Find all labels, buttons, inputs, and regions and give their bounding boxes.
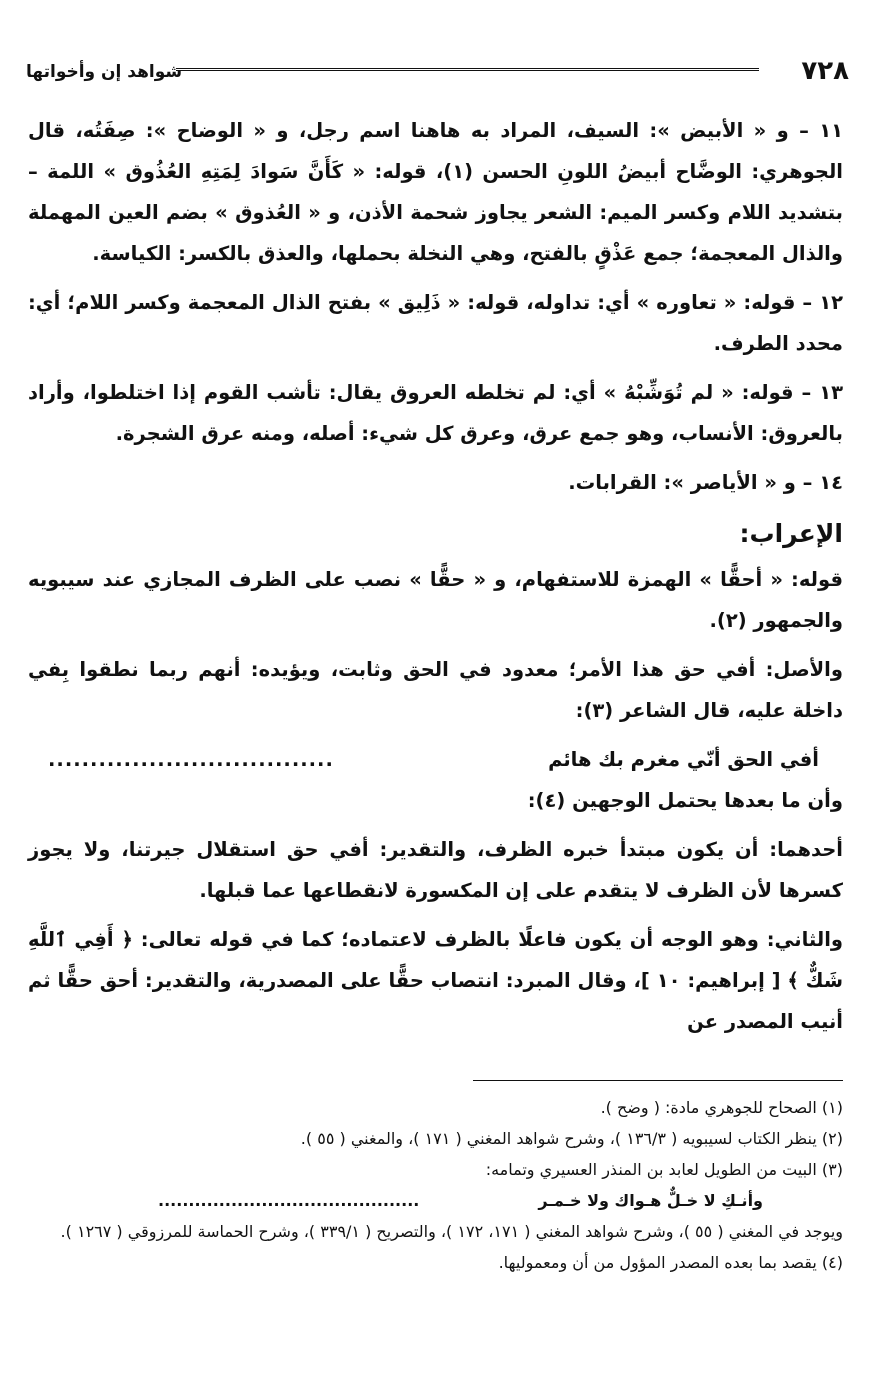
footnote-4: (٤) يقصد بما بعده المصدر المؤول من أن ومعموليها. [498,1253,843,1272]
page-number: ٧٢٨ [801,56,849,86]
footnote-2: (٢) ينظر الكتاب لسيبويه ( ١٣٦/٣ )، وشرح شواهد المغني ( ١٧١ )، والمغني ( ٥٥ ). [300,1129,843,1148]
irab-paragraph-5: والثاني: وهو الوجه أن يكون فاعلًا بالظرف لاعتماده؛ كما في قوله تعالى: ﴿ أَفِي ٱللَّهِ شَكٌّ ﴾ [ إبراهيم: ١٠ ]، وقال المبرد: انتصاب حقًّا على المصدرية، والتقدير: أحق حقًّا ثم أنيب المصدر عن [28,928,844,1033]
verse-dots: .................................. [48,748,334,771]
footnote-verse-text: وأنـكِ لا خـلٌّ هـواك ولا خـمـر [538,1191,763,1210]
irab-paragraph-2: والأصل: أفي حق هذا الأمر؛ معدود في الحق وثابت، ويؤيده: أنهم ربما نطقوا بِفي داخلة عليه، قال الشاعر (٣): [28,658,843,722]
footnote-3: (٣) البيت من الطويل لعابد بن المنذر العسيري وتمامه: [485,1160,843,1179]
paragraph-11: ١١ – و « الأبيض »: السيف، المراد به هاهنا اسم رجل، و « الوضاح »: صِفَتُه، قال الجوهري: الوضَّاح أبيضُ اللونِ الحسن (١)، قوله: « كَأَنَّ سَوادَ لِمَتِهِ العُذُوق » اللمة – بتشديد اللام وكسر الميم: الشعر يجاوز شحمة الأذن، و « العُذوق » بضم العين المهملة والذال المعجمة؛ جمع عَذْقٍ بالفتح، وهي النخلة بحملها، والعذق بالكسر: الكياسة. [28,119,843,265]
main-text [28,110,843,1050]
footnote-1: (١) الصحاح للجوهري مادة: ( وضح ). [600,1098,843,1117]
poetry-verse [28,739,843,780]
footnote-3-continued: ويوجد في المغني ( ٥٥ )، وشرح شواهد المغني ( ١٧١، ١٧٢ )، والتصريح ( ٣٣٩/١ )، وشرح الحماسة للمرزوقي ( ١٢٦٧ ). [60,1222,843,1241]
paragraph-13: ١٣ – قوله: « لم تُوَشِّبْهُ » أي: لم تخلطه العروق يقال: تأشب القوم إذا اختلطوا، وأراد بالعروق: الأنساب، وهو جمع عرق، وعرق كل شيء: أصله، ومنه عرق الشجرة. [28,381,843,445]
irab-paragraph-1: قوله: « أحقًّا » الهمزة للاستفهام، و « حقًّا » نصب على الظرف المجازي عند سيبويه والجمهور (٢). [28,568,843,632]
footnotes [28,1092,843,1278]
header-rule [176,68,759,74]
paragraph-12: ١٢ – قوله: « تعاوره » أي: تداوله، قوله: « ذَلِيق » بفتح الذال المعجمة وكسر اللام؛ أي: محدد الطرف. [28,291,843,355]
irab-paragraph-4: أحدهما: أن يكون مبتدأ خبره الظرف، والتقدير: أفي حق استقلال جيرتنا، ولا يجوز كسرها لأن الظرف لا يتقدم على إن المكسورة لانقطاعها عما قبلها. [28,838,843,902]
verse-first-hemistich: أفي الحق أنّي مغرم بك هائم [548,748,819,771]
footnote-rule [473,1080,843,1081]
irab-paragraph-3: وأن ما بعدها يحتمل الوجهين (٤): [527,789,843,812]
paragraph-14: ١٤ – و « الأياصر »: القرابات. [568,471,843,494]
page-header [26,56,849,90]
footnote-verse [28,1185,843,1216]
running-title: شواهد إن وأخواتها [26,62,183,82]
section-heading: الإعراب: [739,519,843,548]
footnote-verse-dots: ........................................... [158,1191,420,1210]
